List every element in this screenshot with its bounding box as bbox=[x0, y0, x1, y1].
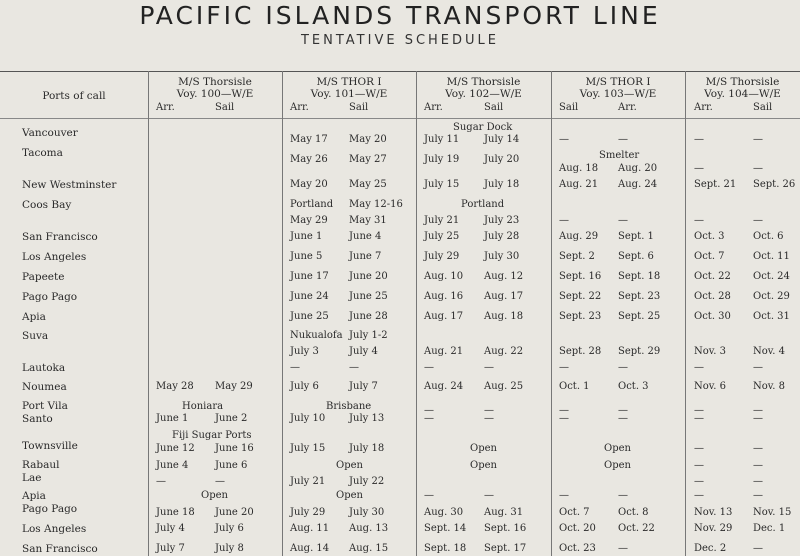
schedule-cell: July 7 bbox=[156, 543, 185, 554]
note-honiara: Honiara bbox=[182, 401, 224, 412]
schedule-cell: Sept. 29 bbox=[618, 346, 661, 357]
schedule-cell: Sept. 22 bbox=[559, 291, 602, 302]
schedule-cell: May 29 bbox=[215, 381, 253, 392]
schedule-cell: July 29 bbox=[290, 507, 326, 518]
ship-name: M/S Thorsisle bbox=[178, 76, 252, 88]
schedule-cell: June 7 bbox=[349, 251, 382, 262]
schedule-cell: Sept. 25 bbox=[618, 311, 661, 322]
schedule-cell: July 15 bbox=[290, 443, 326, 454]
schedule-cell: Aug. 29 bbox=[559, 231, 599, 242]
schedule-cell: Sept. 23 bbox=[618, 291, 661, 302]
schedule-cell: Nov. 3 bbox=[694, 346, 726, 357]
schedule-cell: Aug. 13 bbox=[349, 523, 389, 534]
col-sub-sail: Sail bbox=[484, 102, 504, 113]
schedule-cell: — bbox=[753, 413, 763, 424]
schedule-cell: June 24 bbox=[290, 291, 329, 302]
voyage-header bbox=[685, 76, 800, 100]
header-bottom-rule bbox=[0, 118, 800, 119]
schedule-cell: — bbox=[753, 405, 763, 416]
schedule-cell: May 27 bbox=[349, 154, 387, 165]
schedule-cell: — bbox=[753, 215, 763, 226]
note-open: Open bbox=[470, 460, 497, 471]
schedule-cell: — bbox=[484, 413, 494, 424]
voyage-number: Voy. 101—W/E bbox=[310, 88, 388, 100]
schedule-cell: July 30 bbox=[484, 251, 520, 262]
schedule-cell: Aug. 25 bbox=[484, 381, 524, 392]
schedule-cell: — bbox=[694, 362, 704, 373]
schedule-cell: May 20 bbox=[349, 134, 387, 145]
note-brisbane: Brisbane bbox=[326, 401, 372, 412]
schedule-cell: Oct. 30 bbox=[694, 311, 731, 322]
schedule-cell: Aug. 16 bbox=[424, 291, 464, 302]
schedule-cell: — bbox=[694, 134, 704, 145]
port-name: New Westminster bbox=[22, 179, 117, 191]
schedule-cell: — bbox=[694, 405, 704, 416]
schedule-cell: — bbox=[559, 362, 569, 373]
schedule-cell: July 4 bbox=[349, 346, 378, 357]
schedule-cell: June 6 bbox=[215, 460, 248, 471]
port-name: Santo bbox=[22, 413, 53, 425]
schedule-cell: Aug. 24 bbox=[424, 381, 464, 392]
schedule-cell: July 15 bbox=[424, 179, 460, 190]
schedule-cell: — bbox=[753, 443, 763, 454]
note-open: Open bbox=[604, 443, 631, 454]
schedule-cell: Oct. 8 bbox=[618, 507, 649, 518]
port-name: Vancouver bbox=[22, 127, 78, 139]
schedule-cell: — bbox=[694, 163, 704, 174]
col-divider bbox=[551, 71, 552, 556]
schedule-cell: June 4 bbox=[156, 460, 189, 471]
schedule-cell: Aug. 12 bbox=[484, 271, 524, 282]
port-name: Papeete bbox=[22, 271, 65, 283]
schedule-cell: — bbox=[484, 405, 494, 416]
port-name: Apia bbox=[22, 311, 46, 323]
schedule-cell: Nov. 6 bbox=[694, 381, 726, 392]
schedule-cell: — bbox=[559, 413, 569, 424]
schedule-cell: June 12 bbox=[156, 443, 195, 454]
schedule-cell: July 6 bbox=[290, 381, 319, 392]
schedule-cell: Sept. 23 bbox=[559, 311, 602, 322]
col-sub-sail: Sail bbox=[559, 102, 579, 113]
schedule-cell: Oct. 6 bbox=[753, 231, 784, 242]
schedule-cell: Sept. 14 bbox=[424, 523, 467, 534]
schedule-cell: July 4 bbox=[156, 523, 185, 534]
schedule-cell: Oct. 11 bbox=[753, 251, 790, 262]
schedule-cell: Nov. 13 bbox=[694, 507, 733, 518]
schedule-cell: July 30 bbox=[349, 507, 385, 518]
schedule-cell: Aug. 20 bbox=[618, 163, 658, 174]
schedule-cell: — bbox=[559, 490, 569, 501]
schedule-cell: June 16 bbox=[215, 443, 254, 454]
port-name: Los Angeles bbox=[22, 251, 87, 263]
schedule-cell: June 1 bbox=[156, 413, 189, 424]
schedule-cell: — bbox=[753, 134, 763, 145]
schedule-cell: — bbox=[618, 490, 628, 501]
schedule-cell: July 6 bbox=[215, 523, 244, 534]
schedule-cell: — bbox=[156, 476, 166, 487]
note-portland-dates: May 12-16 bbox=[349, 199, 403, 210]
schedule-cell: Oct. 22 bbox=[694, 271, 731, 282]
schedule-cell: Oct. 31 bbox=[753, 311, 790, 322]
schedule-cell: May 29 bbox=[290, 215, 328, 226]
schedule-cell: — bbox=[618, 134, 628, 145]
schedule-cell: — bbox=[559, 215, 569, 226]
schedule-cell: Aug. 10 bbox=[424, 271, 464, 282]
voyage-number: Voy. 100—W/E bbox=[176, 88, 254, 100]
schedule-cell: June 5 bbox=[290, 251, 323, 262]
schedule-cell: — bbox=[424, 405, 434, 416]
table-top-rule bbox=[0, 71, 800, 72]
schedule-cell: Aug. 17 bbox=[484, 291, 524, 302]
schedule-cell: June 2 bbox=[215, 413, 248, 424]
schedule-cell: Nov. 8 bbox=[753, 381, 785, 392]
ship-name: M/S Thorsisle bbox=[446, 76, 521, 88]
schedule-cell: Aug. 11 bbox=[290, 523, 330, 534]
schedule-cell: — bbox=[694, 490, 704, 501]
note-open: Open bbox=[604, 460, 631, 471]
col-sub-sail: Sail bbox=[753, 102, 773, 113]
schedule-cell: Nov. 15 bbox=[753, 507, 792, 518]
voyage-number: Voy. 104—W/E bbox=[704, 88, 781, 100]
col-sub-arr: Arr. bbox=[156, 102, 175, 113]
schedule-cell: Oct. 7 bbox=[559, 507, 590, 518]
schedule-cell: Sept. 17 bbox=[484, 543, 527, 554]
ship-name: M/S THOR I bbox=[316, 76, 382, 88]
schedule-cell: Oct. 24 bbox=[753, 271, 790, 282]
schedule-cell: July 21 bbox=[290, 476, 326, 487]
voyage-header bbox=[551, 76, 685, 100]
schedule-cell: — bbox=[753, 460, 763, 471]
note-open: Open bbox=[470, 443, 497, 454]
col-sub-sail: Sail bbox=[215, 102, 235, 113]
port-name: Suva bbox=[22, 330, 49, 342]
schedule-cell: — bbox=[424, 362, 434, 373]
schedule-cell: — bbox=[753, 490, 763, 501]
page-title: PACIFIC ISLANDS TRANSPORT LINE bbox=[139, 1, 661, 30]
schedule-cell: Sept. 28 bbox=[559, 346, 602, 357]
col-sub-arr: Arr. bbox=[618, 102, 637, 113]
schedule-cell: July 13 bbox=[349, 413, 385, 424]
schedule-cell: Aug. 30 bbox=[424, 507, 464, 518]
schedule-cell: Sept. 18 bbox=[424, 543, 467, 554]
schedule-cell: Sept. 16 bbox=[484, 523, 527, 534]
schedule-cell: July 14 bbox=[484, 134, 520, 145]
schedule-cell: — bbox=[290, 362, 300, 373]
schedule-cell: — bbox=[484, 362, 494, 373]
schedule-cell: June 20 bbox=[215, 507, 254, 518]
schedule-cell: July 19 bbox=[424, 154, 460, 165]
schedule-cell: Dec. 1 bbox=[753, 523, 786, 534]
port-name: San Francisco bbox=[22, 543, 98, 555]
schedule-cell: July 25 bbox=[424, 231, 460, 242]
schedule-cell: Oct. 20 bbox=[559, 523, 596, 534]
col-sub-arr: Arr. bbox=[424, 102, 443, 113]
schedule-cell: Aug. 17 bbox=[424, 311, 464, 322]
schedule-cell: — bbox=[694, 215, 704, 226]
schedule-cell: Oct. 23 bbox=[559, 543, 596, 554]
schedule-cell: — bbox=[618, 215, 628, 226]
schedule-cell: — bbox=[694, 413, 704, 424]
schedule-cell: Aug. 18 bbox=[484, 311, 524, 322]
schedule-cell: Sept. 21 bbox=[694, 179, 737, 190]
schedule-cell: Aug. 15 bbox=[349, 543, 389, 554]
schedule-cell: Dec. 2 bbox=[694, 543, 727, 554]
note-smelter: Smelter bbox=[599, 150, 640, 161]
note-open: Open bbox=[336, 460, 363, 471]
schedule-cell: Oct. 22 bbox=[618, 523, 655, 534]
schedule-cell: Aug. 21 bbox=[559, 179, 599, 190]
schedule-cell: Sept. 18 bbox=[618, 271, 661, 282]
schedule-cell: Nov. 29 bbox=[694, 523, 733, 534]
schedule-cell: July 21 bbox=[424, 215, 460, 226]
schedule-cell: May 20 bbox=[290, 179, 328, 190]
schedule-cell: May 25 bbox=[349, 179, 387, 190]
col-divider bbox=[685, 71, 686, 556]
schedule-cell: July 28 bbox=[484, 231, 520, 242]
schedule-cell: June 18 bbox=[156, 507, 195, 518]
schedule-cell: July 29 bbox=[424, 251, 460, 262]
schedule-cell: June 25 bbox=[349, 291, 388, 302]
schedule-cell: Oct. 3 bbox=[618, 381, 649, 392]
schedule-cell: — bbox=[694, 443, 704, 454]
schedule-cell: July 23 bbox=[484, 215, 520, 226]
schedule-cell: Aug. 14 bbox=[290, 543, 330, 554]
schedule-cell: Aug. 18 bbox=[559, 163, 599, 174]
col-sub-arr: Arr. bbox=[694, 102, 713, 113]
col-sub-arr: Arr. bbox=[290, 102, 309, 113]
schedule-cell: May 31 bbox=[349, 215, 387, 226]
schedule-cell: Nov. 4 bbox=[753, 346, 785, 357]
port-name: Townsville bbox=[22, 440, 78, 452]
ship-name: M/S THOR I bbox=[585, 76, 651, 88]
schedule-cell: — bbox=[349, 362, 359, 373]
schedule-cell: July 10 bbox=[290, 413, 326, 424]
schedule-cell: July 20 bbox=[484, 154, 520, 165]
schedule-cell: — bbox=[753, 362, 763, 373]
schedule-cell: Oct. 29 bbox=[753, 291, 790, 302]
schedule-cell: June 25 bbox=[290, 311, 329, 322]
schedule-cell: — bbox=[559, 405, 569, 416]
schedule-cell: Sept. 1 bbox=[618, 231, 654, 242]
ports-of-call-header: Ports of call bbox=[42, 90, 106, 102]
schedule-cell: July 3 bbox=[290, 346, 319, 357]
schedule-cell: — bbox=[753, 543, 763, 554]
voyage-header bbox=[282, 76, 416, 100]
note-fiji-sugar-ports: Fiji Sugar Ports bbox=[172, 430, 252, 441]
port-name: Pago Pago bbox=[22, 291, 78, 303]
schedule-cell: June 1 bbox=[290, 231, 323, 242]
schedule-cell: May 17 bbox=[290, 134, 328, 145]
schedule-cell: Sept. 26 bbox=[753, 179, 796, 190]
schedule-cell: — bbox=[694, 476, 704, 487]
schedule-cell: Sept. 2 bbox=[559, 251, 595, 262]
schedule-cell: June 20 bbox=[349, 271, 388, 282]
schedule-cell: — bbox=[618, 405, 628, 416]
note-portland: Portland bbox=[290, 199, 334, 210]
schedule-cell: Aug. 24 bbox=[618, 179, 658, 190]
col-sub-sail: Sail bbox=[349, 102, 369, 113]
schedule-cell: Aug. 21 bbox=[424, 346, 464, 357]
col-divider bbox=[416, 71, 417, 556]
voyage-header bbox=[148, 76, 282, 100]
col-divider bbox=[148, 71, 149, 556]
schedule-cell: July 22 bbox=[349, 476, 385, 487]
port-name: Rabaul bbox=[22, 459, 60, 471]
schedule-cell: Aug. 31 bbox=[484, 507, 524, 518]
schedule-cell: Sept. 16 bbox=[559, 271, 602, 282]
port-name: Pago Pago bbox=[22, 503, 78, 515]
schedule-cell: June 17 bbox=[290, 271, 329, 282]
note-open: Open bbox=[201, 490, 228, 501]
col-divider bbox=[282, 71, 283, 556]
port-name: Port Vila bbox=[22, 400, 68, 412]
note-nukualofa: Nukualofa bbox=[290, 330, 343, 341]
port-name: Los Angeles bbox=[22, 523, 87, 535]
schedule-cell: Sept. 6 bbox=[618, 251, 654, 262]
schedule-cell: July 18 bbox=[484, 179, 520, 190]
schedule-cell: — bbox=[484, 490, 494, 501]
port-name: Lautoka bbox=[22, 362, 66, 374]
port-name: Tacoma bbox=[22, 147, 63, 159]
voyage-number: Voy. 102—W/E bbox=[445, 88, 522, 100]
page-subtitle: TENTATIVE SCHEDULE bbox=[300, 33, 499, 48]
port-name: San Francisco bbox=[22, 231, 98, 243]
voyage-number: Voy. 103—W/E bbox=[579, 88, 657, 100]
note-open: Open bbox=[336, 490, 363, 501]
schedule-cell: July 18 bbox=[349, 443, 385, 454]
note-sugar-dock: Sugar Dock bbox=[453, 122, 513, 133]
schedule-cell: Oct. 3 bbox=[694, 231, 725, 242]
schedule-cell: Oct. 1 bbox=[559, 381, 590, 392]
schedule-cell: — bbox=[424, 413, 434, 424]
schedule-cell: — bbox=[618, 543, 628, 554]
schedule-cell: July 7 bbox=[349, 381, 378, 392]
schedule-cell: — bbox=[559, 134, 569, 145]
schedule-cell: June 4 bbox=[349, 231, 382, 242]
schedule-cell: July 8 bbox=[215, 543, 244, 554]
schedule-cell: — bbox=[753, 476, 763, 487]
note-portland: Portland bbox=[461, 199, 505, 210]
voyage-header bbox=[416, 76, 551, 100]
schedule-cell: July 11 bbox=[424, 134, 460, 145]
schedule-cell: Aug. 22 bbox=[484, 346, 524, 357]
schedule-cell: May 28 bbox=[156, 381, 194, 392]
ship-name: M/S Thorsisle bbox=[705, 76, 780, 88]
port-name: Lae bbox=[22, 472, 42, 484]
port-name: Coos Bay bbox=[22, 199, 72, 211]
schedule-cell: — bbox=[215, 476, 225, 487]
schedule-cell: Oct. 7 bbox=[694, 251, 725, 262]
port-name: Apia bbox=[22, 490, 46, 502]
schedule-cell: May 26 bbox=[290, 154, 328, 165]
schedule-cell: — bbox=[694, 460, 704, 471]
schedule-cell: — bbox=[753, 163, 763, 174]
schedule-cell: Oct. 28 bbox=[694, 291, 731, 302]
schedule-cell: June 28 bbox=[349, 311, 388, 322]
schedule-cell: — bbox=[424, 490, 434, 501]
schedule-cell: — bbox=[618, 362, 628, 373]
port-name: Noumea bbox=[22, 381, 67, 393]
schedule-cell: — bbox=[618, 413, 628, 424]
note-nukualofa-dates: July 1-2 bbox=[349, 330, 388, 341]
